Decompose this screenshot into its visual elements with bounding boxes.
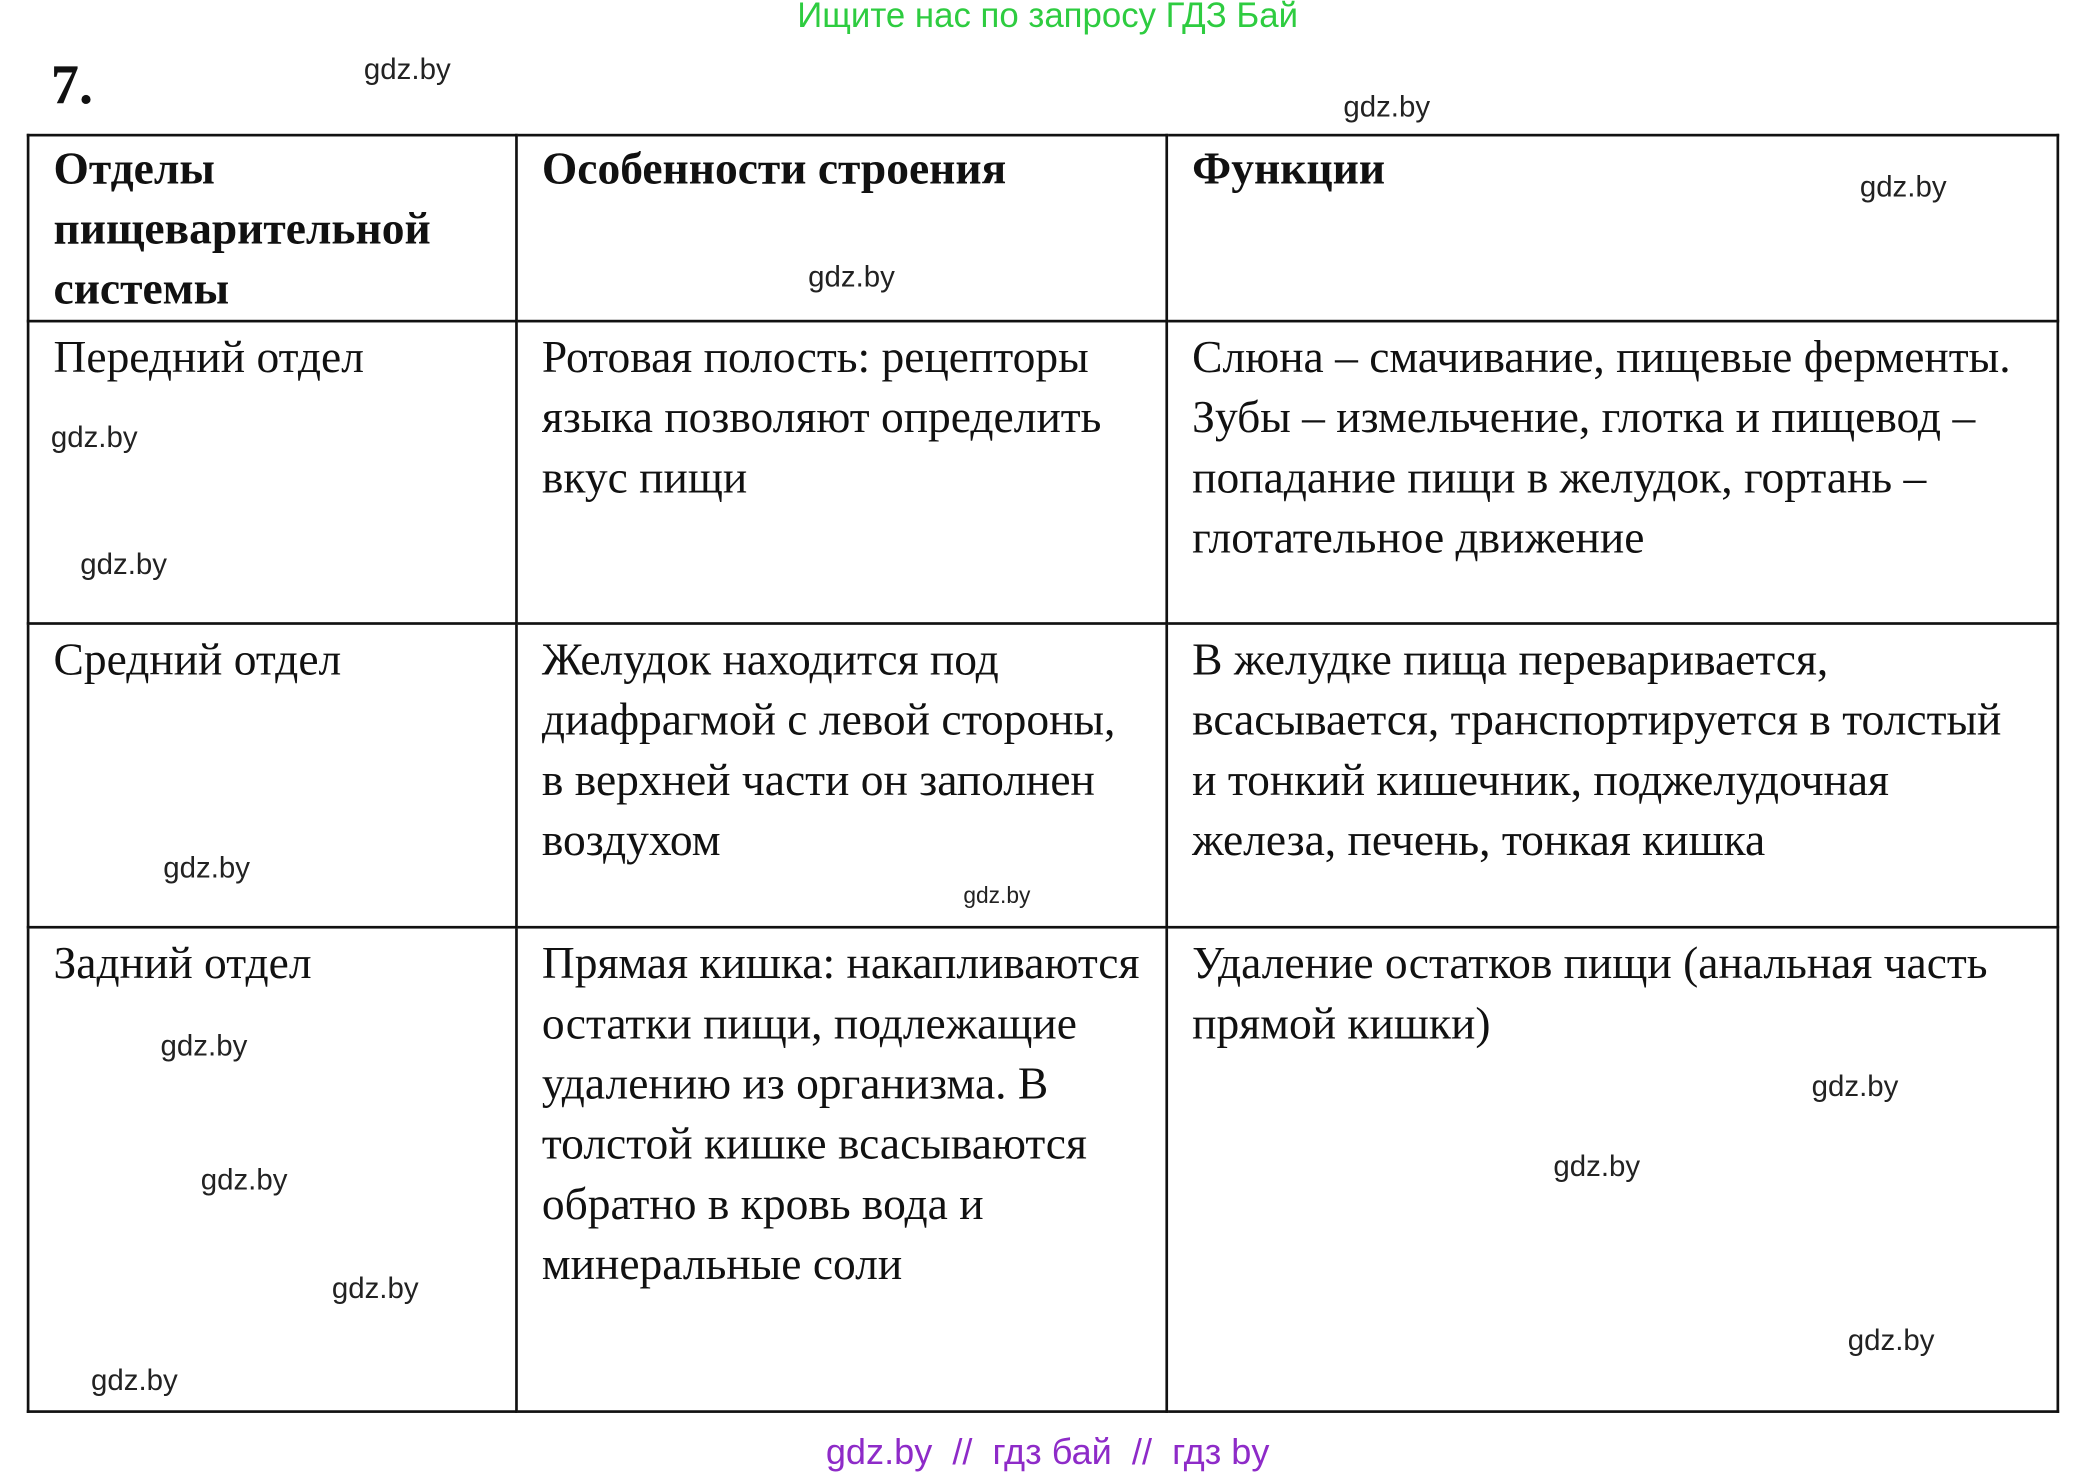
header-functions: Функции — [1167, 135, 2058, 321]
watermark: gdz.by — [1811, 1069, 1899, 1103]
task-number: 7. — [50, 54, 93, 117]
cell-section: Задний отдел — [28, 927, 516, 1411]
cell-structure: Ротовая полость: рецепторы языка позволяют определить вкус пищи — [516, 321, 1166, 623]
table-header-row — [28, 135, 2058, 321]
header-sections: Отделы пищеварительной системы — [28, 135, 516, 321]
watermark: gdz.by — [1553, 1149, 1641, 1183]
watermark: gdz.by — [963, 883, 1031, 909]
watermark: gdz.by — [90, 1363, 178, 1397]
watermark: gdz.by — [160, 1028, 248, 1063]
watermark: gdz.by — [363, 52, 451, 86]
watermark: gdz.by — [80, 547, 168, 581]
digestive-system-table — [27, 134, 2059, 1413]
cell-section: Средний отдел — [28, 624, 516, 928]
watermark: gdz.by — [331, 1271, 419, 1305]
cell-functions: Удаление остатков пищи (анальная часть прямой кишки) — [1167, 927, 2058, 1411]
cell-functions: В желудке пища переваривается, всасывается, транспортируется в толстый и тонкий кишечник, поджелудочная железа, печень, тонкая кишка — [1167, 624, 2058, 928]
watermark: gdz.by — [1847, 1323, 1935, 1357]
footer-links: gdz.by // гдз бай // гдз by — [825, 1431, 1270, 1472]
header-structure: Особенности строения — [516, 135, 1166, 321]
table-row — [28, 927, 2058, 1411]
cell-structure: Прямая кишка: накапливаются остатки пищи, подлежащие удалению из организма. В толстой кишке всасываются обратно в кровь вода и минеральные соли — [516, 927, 1166, 1411]
search-banner: Ищите нас по запросу ГДЗ Бай — [797, 0, 1299, 35]
watermark: gdz.by — [163, 850, 250, 885]
cell-structure: Желудок находится под диафрагмой с левой стороны, в верхней части он заполнен воздухом — [516, 624, 1166, 928]
table-row — [28, 624, 2058, 928]
watermark: gdz.by — [1343, 89, 1431, 124]
table-row — [28, 321, 2058, 623]
watermark: gdz.by — [50, 420, 138, 454]
cell-section: Передний отдел — [28, 321, 516, 623]
watermark: gdz.by — [200, 1162, 288, 1197]
watermark: gdz.by — [808, 259, 895, 294]
watermark: gdz.by — [1859, 169, 1947, 204]
cell-functions: Слюна – смачивание, пищевые ферменты. Зубы – измельчение, глотка и пищевод – попадание пищи в желудок, гортань – глотательное движение — [1167, 321, 2058, 623]
